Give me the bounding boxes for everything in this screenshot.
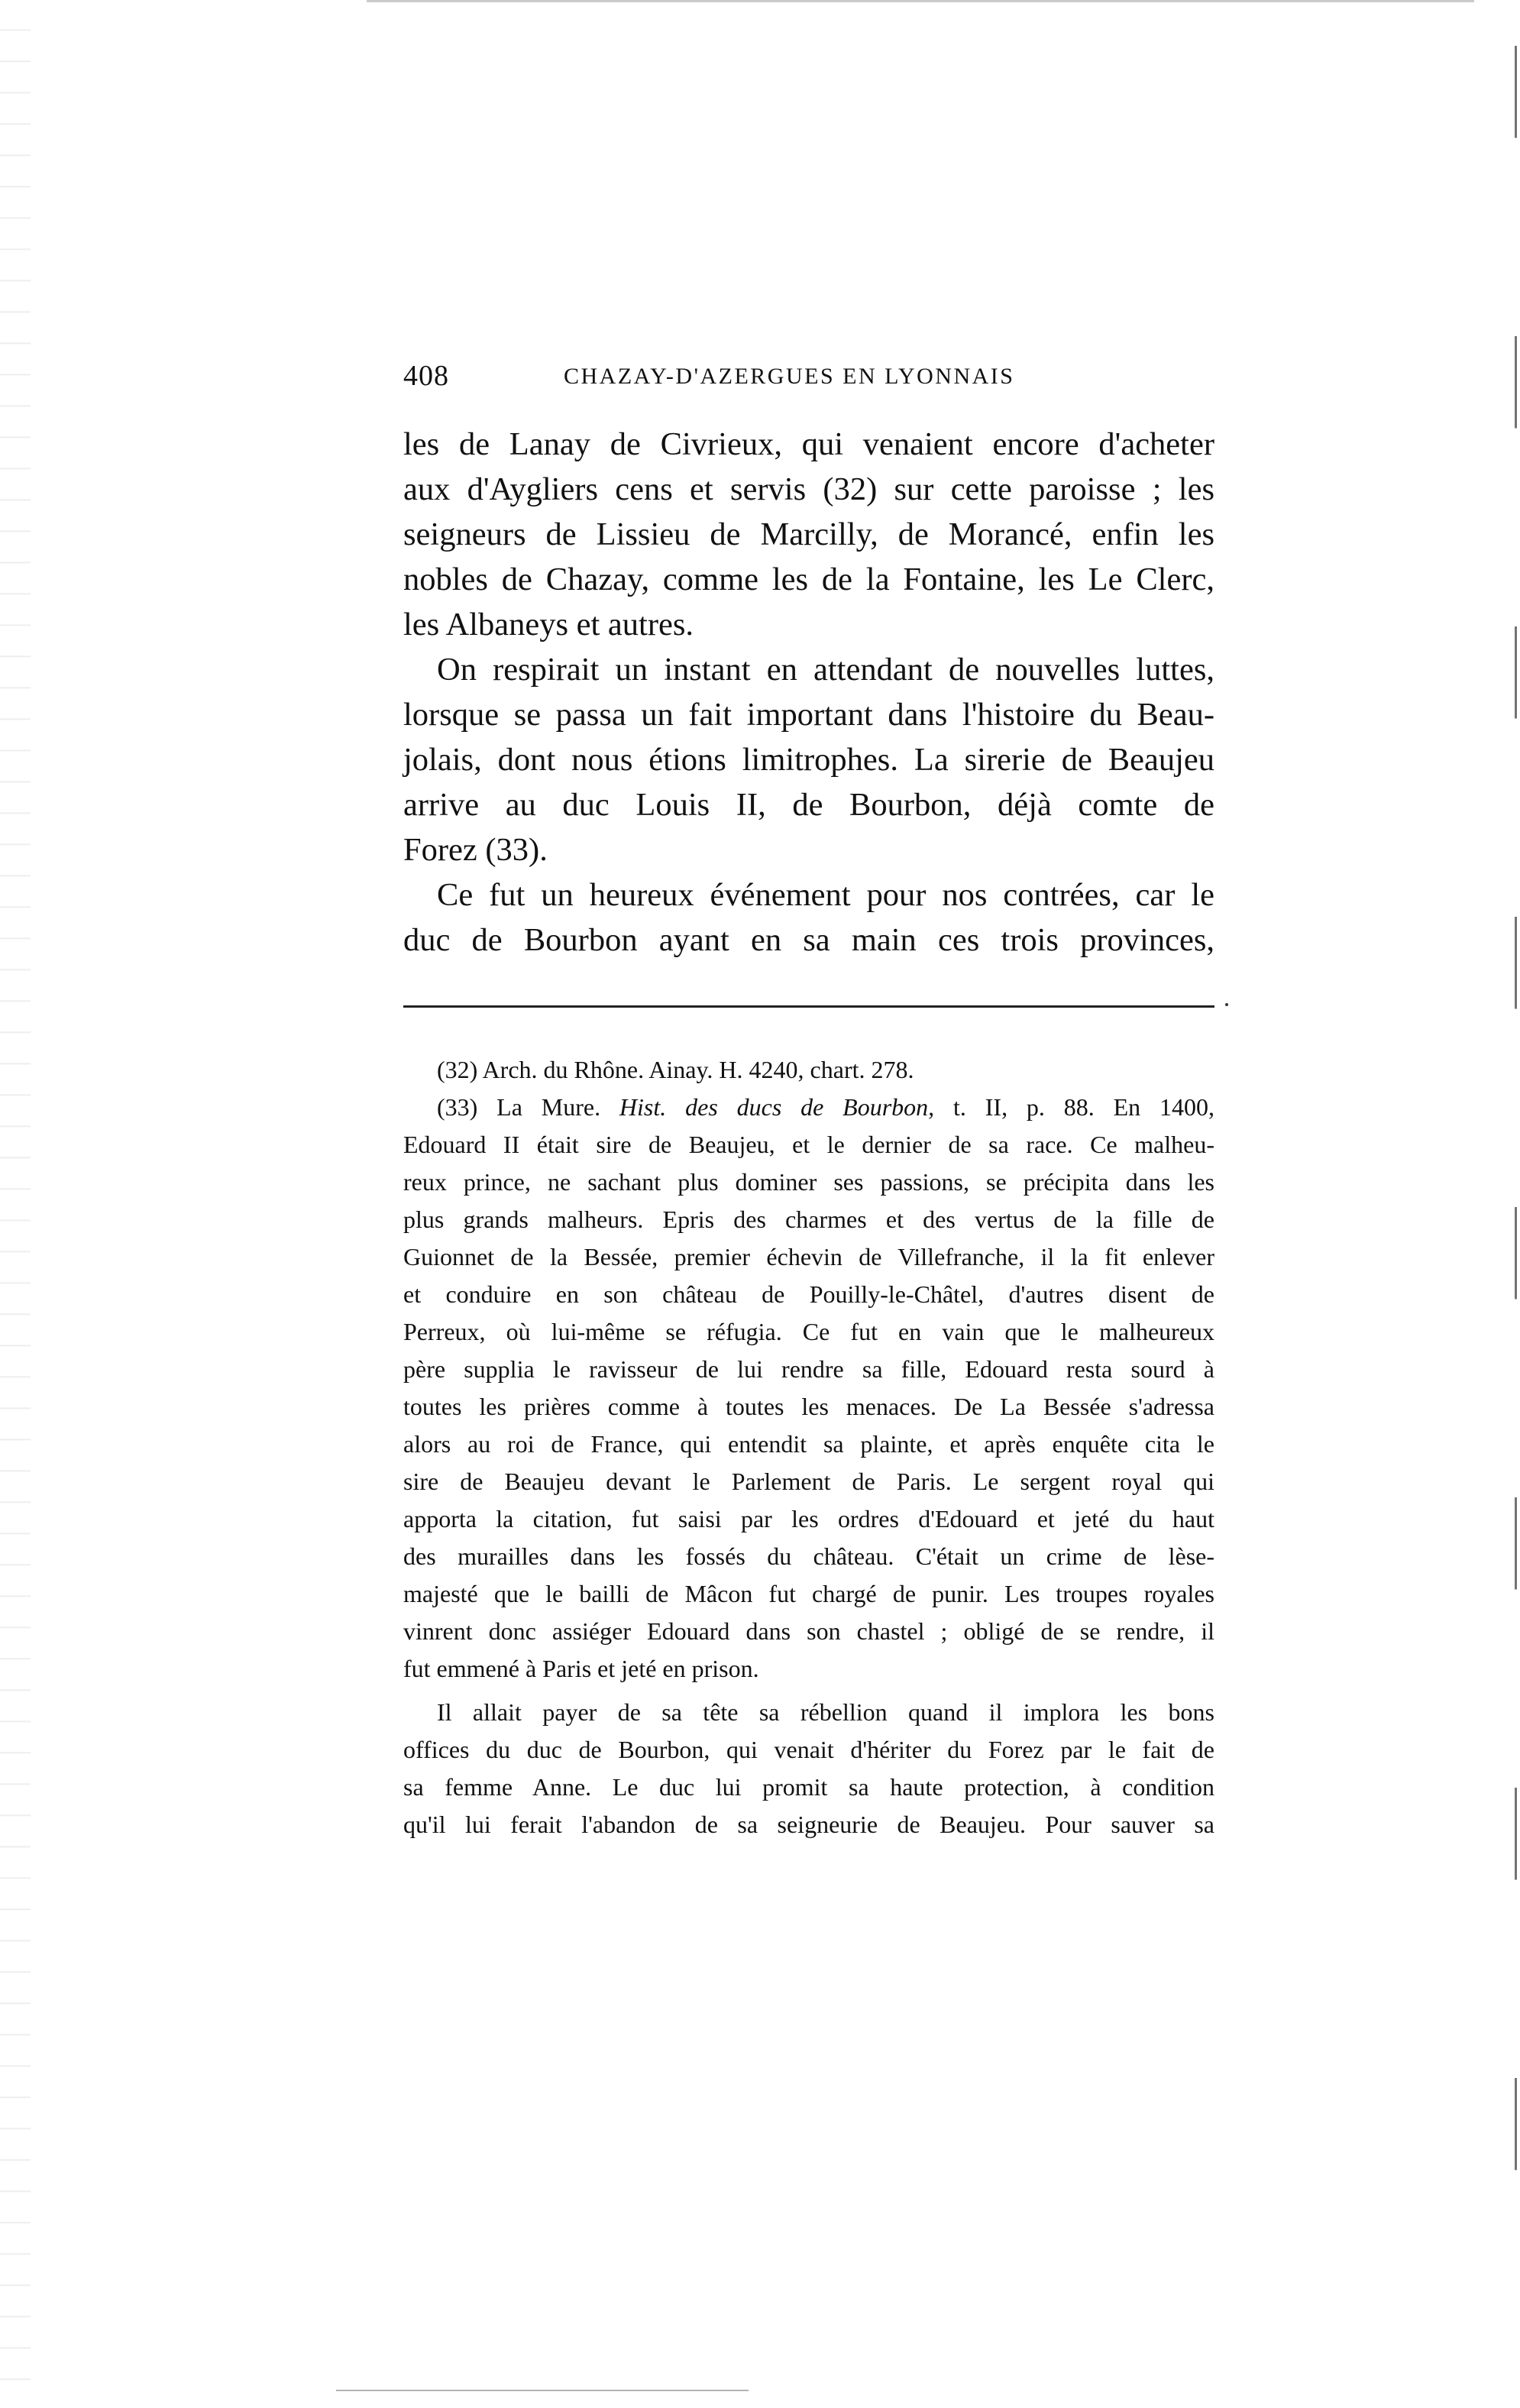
- footnote-line: plus grands malheurs. Epris des charmes et des vertus de la fille de: [403, 1206, 1214, 1233]
- footnote-line: qu'il lui ferait l'abandon de sa seigneurie de Beaujeu. Pour sauver sa: [403, 1811, 1214, 1838]
- scan-edge-right: [1515, 46, 1517, 2261]
- page-number: 408: [403, 360, 449, 392]
- footnote-33-first-line: [403, 1089, 1214, 1126]
- main-line: arrive au duc Louis II, de Bourbon, déjà comte de: [403, 787, 1214, 823]
- main-line: lorsque se passa un fait important dans l'histoire du Beau-: [403, 697, 1214, 733]
- footnote-line: offices du duc de Bourbon, qui venait d'hériter du Forez par le fait de: [403, 1736, 1214, 1763]
- footnotes: [403, 1051, 1214, 1843]
- footnote-line: reux prince, ne sachant plus dominer ses passions, se précipita dans les: [403, 1168, 1214, 1196]
- footnote-line: Edouard II était sire de Beaujeu, et le dernier de sa race. Ce malheu-: [403, 1131, 1214, 1158]
- footnote-line: sa femme Anne. Le duc lui promit sa haute protection, à condition: [403, 1773, 1214, 1801]
- footnote-line: apporta la citation, fut saisi par les ordres d'Edouard et jeté du haut: [403, 1505, 1214, 1533]
- main-line: les de Lanay de Civrieux, qui venaient encore d'acheter: [403, 426, 1214, 462]
- main-line: Ce fut un heureux événement pour nos contrées, car le: [437, 877, 1214, 913]
- footnote-line: fut emmené à Paris et jeté en prison.: [403, 1655, 759, 1682]
- main-line: seigneurs de Lissieu de Marcilly, de Morancé, enfin les: [403, 516, 1214, 552]
- scan-edge-left: [0, 0, 31, 2408]
- footnote-line: Guionnet de la Bessée, premier échevin de Villefranche, il la fit enlever: [403, 1243, 1214, 1270]
- main-line: les Albaneys et autres.: [403, 607, 694, 642]
- footnote-line: majesté que le bailli de Mâcon fut chargé de punir. Les troupes royales: [403, 1580, 1214, 1607]
- footnote-line: et conduire en son château de Pouilly-le-Châtel, d'autres disent de: [403, 1280, 1214, 1308]
- footnote-line: sire de Beaujeu devant le Parlement de Paris. Le sergent royal qui: [403, 1468, 1214, 1495]
- footnote-line: alors au roi de France, qui entendit sa plainte, et après enquête cita le: [403, 1430, 1214, 1458]
- main-text: [403, 422, 1214, 963]
- scan-edge-top: [367, 0, 1474, 10]
- footnote-32: (32) Arch. du Rhône. Ainay. H. 4240, chart. 278.: [437, 1056, 914, 1083]
- running-title: CHAZAY-D'AZERGUES EN LYONNAIS: [564, 364, 1015, 389]
- footnote-line: des murailles dans les fossés du château. C'était un crime de lèse-: [403, 1542, 1214, 1570]
- running-head: [403, 359, 1221, 405]
- footnote-33-suffix: t. II, p. 88. En 1400,: [934, 1093, 1215, 1121]
- main-line: jolais, dont nous étions limitrophes. La sirerie de Beaujeu: [403, 742, 1214, 778]
- paragraph-gap: [403, 1688, 1214, 1694]
- main-line: Forez (33).: [403, 832, 548, 868]
- footnote-rule: [403, 1005, 1214, 1008]
- footnote-line: père supplia le ravisseur de lui rendre sa fille, Edouard resta sourd à: [403, 1355, 1214, 1383]
- footnote-33-prefix: (33) La Mure.: [437, 1093, 619, 1121]
- main-line: duc de Bourbon ayant en sa main ces trois provinces,: [403, 922, 1214, 958]
- scan-edge-bottom: [336, 2390, 749, 2391]
- footnote-line: Perreux, où lui-même se réfugia. Ce fut en vain que le malheureux: [403, 1318, 1214, 1345]
- main-line: aux d'Aygliers cens et servis (32) sur cette paroisse ; les: [403, 471, 1214, 507]
- main-line: nobles de Chazay, comme les de la Fontaine, les Le Clerc,: [403, 562, 1214, 597]
- footnote-line: toutes les prières comme à toutes les menaces. De La Bessée s'adressa: [403, 1393, 1214, 1420]
- footnote-33-title: Hist. des ducs de Bourbon,: [619, 1093, 935, 1121]
- footnote-line: Il allait payer de sa tête sa rébellion quand il implora les bons: [437, 1698, 1214, 1726]
- footnote-line: vinrent donc assiéger Edouard dans son chastel ; obligé de se rendre, il: [403, 1617, 1214, 1645]
- rule-dot: [1225, 1003, 1228, 1006]
- main-line: On respirait un instant en attendant de nouvelles luttes,: [437, 652, 1214, 688]
